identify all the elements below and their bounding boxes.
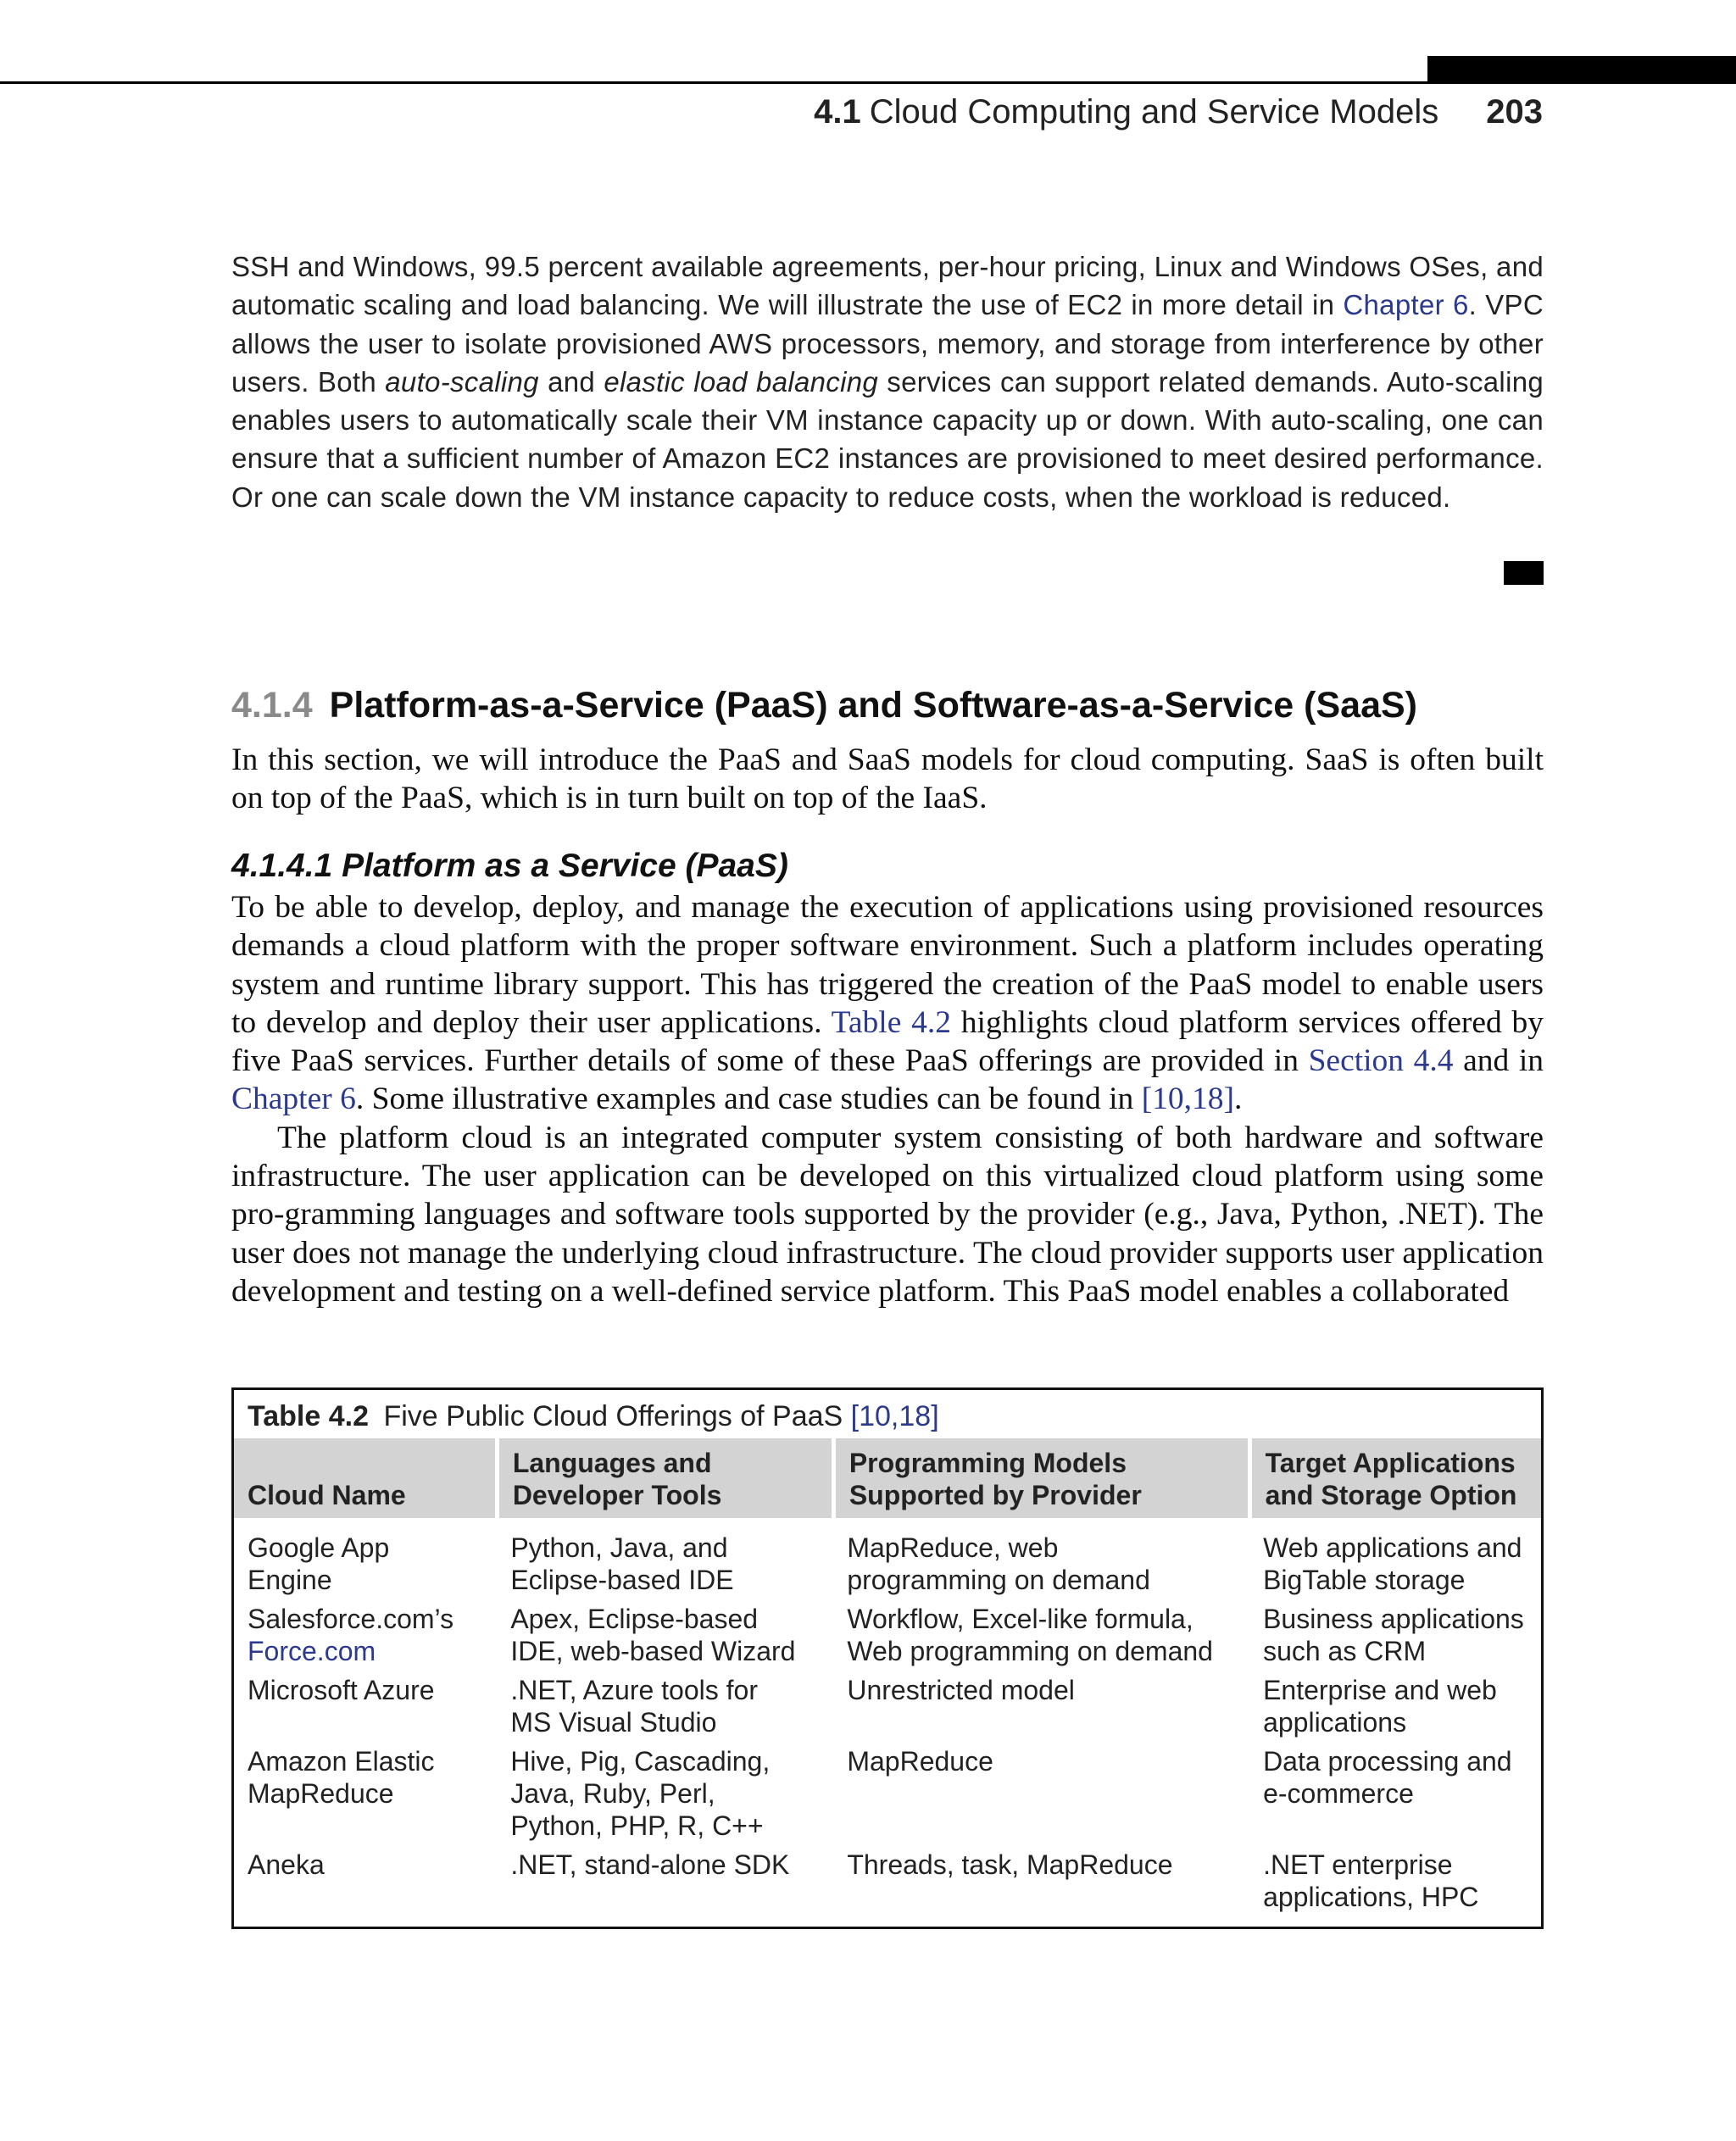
table-header-row [233, 1438, 1543, 1518]
subsection-4-1-4-1-body [231, 888, 1544, 1310]
chapter-6-link-2[interactable]: Chapter 6 [231, 1082, 356, 1117]
header-target-applications: Target Applications and Storage Option [1249, 1438, 1542, 1518]
section-heading-4-1-4: 4.1.4 Platform-as-a-Service (PaaS) and Software-as-a-Service (SaaS) [231, 685, 1417, 726]
table-row: Microsoft Azure .NET, Azure tools for MS Visual Studio Unrestricted model Enterprise and web applications [248, 1675, 1497, 1738]
table-row: Google App Engine Python, Java, and Eclipse-based IDE MapReduce, web programming on demand Web applications and BigTable storage [248, 1532, 1522, 1595]
section-4-4-link[interactable]: Section 4.4 [1308, 1043, 1454, 1079]
table-reference-link[interactable]: [10,18] [850, 1400, 939, 1432]
table-label: Table 4.2 [248, 1400, 369, 1432]
end-of-box-mark [1504, 561, 1544, 585]
paas-table [231, 1387, 1544, 1929]
subsection-heading-4-1-4-1: 4.1.4.1 Platform as a Service (PaaS) [231, 848, 788, 884]
paas-paragraph-1: To be able to develop, deploy, and manage the execution of applications using provisioned resources demands a cloud platform with the proper software environment. Such a platform includes operating system and runtime library support. This has triggered the creation of the PaaS model to enable users to develop and deploy their user applications. Table 4.2 highlights cloud platform services offered by five PaaS services. Further details of some of these PaaS offerings are provided in Section 4.4 and in Chapter 6. Some illustrative examples and case studies can be found in [10,18]. [231, 890, 1544, 1117]
table-row: Amazon Elastic MapReduce Hive, Pig, Cascading, Java, Ruby, Perl, Python, PHP, R, C++ MapReduce Data processing and e-commerce [248, 1746, 1512, 1841]
chapter-6-link[interactable]: Chapter 6 [1343, 289, 1469, 321]
header-section-number: 4.1 [814, 93, 861, 131]
table-4-2-link[interactable]: Table 4.2 [831, 1004, 952, 1040]
table-row: Aneka .NET, stand-alone SDK Threads, task, MapReduce .NET enterprise applications, HPC [248, 1849, 1479, 1912]
paas-paragraph-2: The platform cloud is an integrated computer system consisting of both hardware and software infrastructure. The user application can be developed on this virtualized cloud platform using some pro-gramming languages and software tools supported by the provider (e.g., Java, Python, .NET). The user does not manage the underlying cloud infrastructure. The cloud provider supports user application development and testing on a well-defined service platform. This PaaS model enables a collaborated [231, 1120, 1544, 1309]
page-number: 203 [1486, 93, 1543, 131]
header-section-title: Cloud Computing and Service Models [869, 93, 1439, 131]
intro-block [231, 247, 1544, 516]
intro-paragraph: SSH and Windows, 99.5 percent available agreements, per-hour pricing, Linux and Windows OSes, and automatic scaling and load balancing. We will illustrate the use of EC2 in more detail in Chapter 6. VPC allows the user to isolate provisioned AWS processors, memory, and storage from interference by other users. Both auto-scaling and elastic load balancing services can support related demands. Auto-scaling enables users to automatically scale their VM instance capacity up or down. With auto-scaling, one can ensure that a sufficient number of Amazon EC2 instances are provisioned to meet desired performance. Or one can scale down the VM instance capacity to reduce costs, when the workload is reduced. [231, 251, 1544, 513]
reference-link[interactable]: [10,18] [1141, 1082, 1235, 1117]
table-row: Salesforce.com’s Force.com Apex, Eclipse-based IDE, web-based Wizard Workflow, Excel-like formula, Web programming on demand Business applications such as CRM [248, 1604, 1524, 1666]
header-cloud-name: Cloud Name [233, 1438, 498, 1518]
header-programming-models: Programming Models Supported by Provider [833, 1438, 1249, 1518]
table-caption-text: Five Public Cloud Offerings of PaaS [383, 1400, 843, 1432]
header-languages: Languages and Developer Tools [497, 1438, 833, 1518]
section-4-1-4-body [231, 741, 1544, 818]
force-com-link[interactable]: Force.com [248, 1636, 376, 1666]
section-4-1-4-paragraph: In this section, we will introduce the PaaS and SaaS models for cloud computing. SaaS is often built on top of the PaaS, which is in turn built on top of the IaaS. [231, 742, 1544, 816]
table-caption [233, 1389, 1543, 1439]
running-header [814, 93, 1543, 131]
header-black-tab [1427, 56, 1736, 84]
